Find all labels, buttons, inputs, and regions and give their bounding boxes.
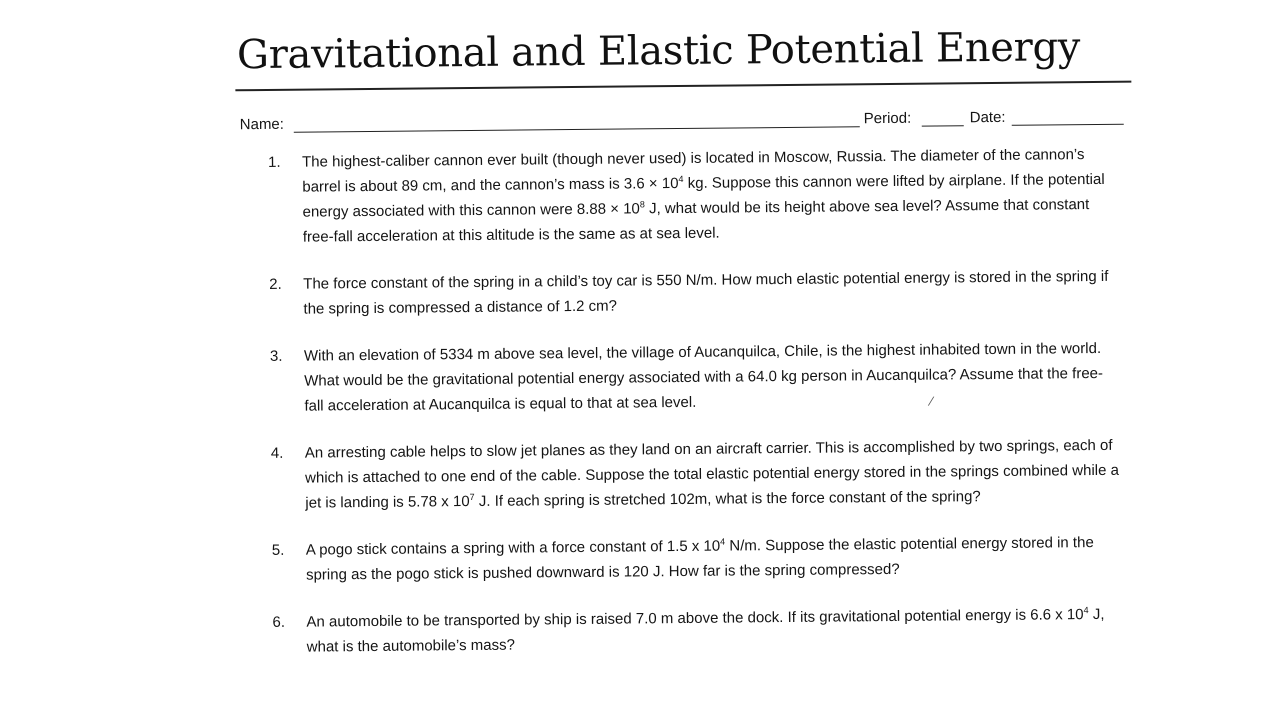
question-number: 1. <box>268 153 281 171</box>
date-field-line[interactable] <box>1012 124 1124 126</box>
question-number: 5. <box>271 541 285 559</box>
question-list <box>268 142 1123 682</box>
question-item <box>269 264 1119 322</box>
period-field-line[interactable] <box>922 125 964 126</box>
name-field-line[interactable] <box>294 126 860 132</box>
question-number: 6. <box>272 613 286 631</box>
superscript: 4 <box>720 536 726 547</box>
pen-mark-icon: ⁄ <box>930 393 933 409</box>
question-text: The highest-caliber cannon ever built (though never used) is located in Moscow, Russia. The diameter of the cannon’s barrel is about 89 cm, and the cannon’s mass is $3.6 \times 10^4$ kg. Suppose this cannon were lifted by airplane. If the potential energy associated with this cannon were $8.88 \times 10^8$ J, what would be its height above sea level? Assume that constant free-fall acceleration at this altitude is the same as at sea level. <box>302 146 1105 246</box>
question-text: The force constant of the spring in a child’s toy car is 550 N/m. How much elastic potential energy is stored in the spring if the spring is compressed a distance of 1.2 cm? <box>303 267 1109 318</box>
superscript: 4 <box>678 173 684 185</box>
question-number: 3. <box>269 347 283 365</box>
question-item <box>272 602 1122 660</box>
question-text: An automobile to be transported by ship is raised 7.0 m above the dock. If its gravitational potential energy is 6.6 x $10^4$ J, what is the automobile’s mass? <box>306 605 1105 656</box>
name-label: Name: <box>239 115 284 134</box>
question-item <box>268 142 1119 250</box>
question-text: An arresting cable helps to slow jet planes as they land on an aircraft carrier. This is accomplished by two springs, each of which is attached to one end of the cable. Suppose the total elastic potential energy stored in the springs combined while a jet is landing is 5.78 x $10^7$ J. If each spring is stretched 102m, what is the force constant of the spring? <box>304 436 1120 512</box>
question-item <box>271 433 1122 516</box>
date-label: Date: <box>969 108 1006 127</box>
page-title: Gravitational and Elastic Potential Energy <box>236 24 1081 79</box>
question-item <box>272 530 1122 588</box>
superscript: 8 <box>639 199 645 210</box>
question-text: A pogo stick contains a spring with a force constant of 1.5 x $10^4$ N/m. Suppose the elastic potential energy stored in the spring as the pogo stick is pushed downward is 120 J. How far is the spring compressed? <box>305 534 1094 584</box>
student-info-row <box>240 104 1130 137</box>
superscript: 7 <box>469 491 475 503</box>
question-number: 4. <box>270 444 284 462</box>
question-text: With an elevation of 5334 m above sea level, the village of Aucanquilca, Chile, is the highest inhabited town in the world. What would be the gravitational potential energy associated with a 64.0 kg person in Aucanquilca? Assume that the free-fall acceleration at Aucanquilca is equal to that at sea level. <box>303 339 1104 415</box>
period-label: Period: <box>863 109 912 128</box>
question-item <box>270 336 1121 419</box>
superscript: 4 <box>1083 605 1089 616</box>
title-underline <box>235 81 1131 92</box>
question-number: 2. <box>269 275 282 293</box>
